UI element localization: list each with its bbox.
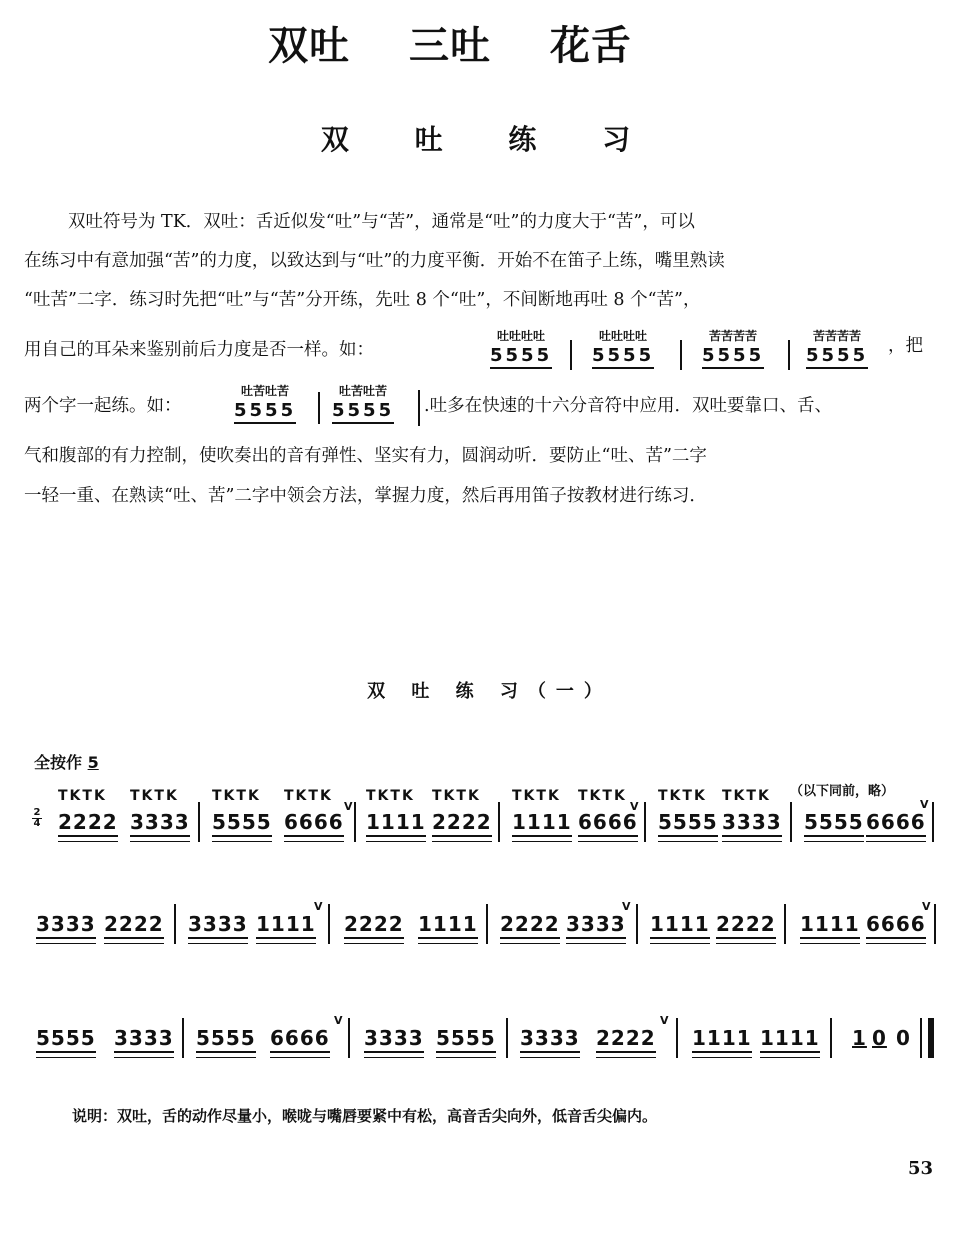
paragraph-line: 气和腹部的有力控制，使吹奏出的音有弹性、坚实有力，圆润动听．要防止“吐、苦”二字 xyxy=(24,446,707,466)
articulation-mark: TKTK xyxy=(212,788,261,804)
note-group xyxy=(212,810,272,837)
bar-line xyxy=(318,392,320,424)
bar-line xyxy=(198,802,200,842)
notes: 5555 xyxy=(212,810,272,837)
notes: 5555 xyxy=(196,1026,256,1053)
notation-group xyxy=(490,326,552,369)
breath-mark: V xyxy=(334,1014,343,1027)
notation-group xyxy=(332,381,394,424)
note: 0 xyxy=(872,1026,887,1050)
final-bar-thin xyxy=(920,1018,922,1058)
notes: 1111 xyxy=(650,912,710,939)
bar-line xyxy=(636,904,638,944)
note-rest xyxy=(896,1026,911,1050)
note-group xyxy=(418,912,478,939)
notation-group xyxy=(702,326,764,369)
notes: 5555 xyxy=(702,346,764,369)
bar-line xyxy=(934,904,936,944)
notes: 6666 xyxy=(866,810,926,837)
paragraph-line: 在练习中有意加强“苦”的力度，以致达到与“吐”的力度平衡．开始不在笛子上练，嘴里熟读 xyxy=(24,251,725,271)
final-bar-thick xyxy=(928,1018,934,1058)
syllables: 吐吐吐吐 xyxy=(599,329,648,343)
note-group xyxy=(196,1026,256,1053)
note-final xyxy=(852,1026,867,1050)
bar-line xyxy=(354,802,356,842)
note-group xyxy=(716,912,776,939)
bar-line xyxy=(676,1018,678,1058)
notes: 3333 xyxy=(114,1026,174,1053)
paragraph-line: “吐苦”二字．练习时先把“吐”与“苦”分开练，先吐 8 个“吐”，不间断地再吐 8 个“苦”， xyxy=(24,290,701,310)
bar-line xyxy=(182,1018,184,1058)
notes: 2222 xyxy=(344,912,404,939)
notes: 5555 xyxy=(806,346,868,369)
page-title xyxy=(0,14,900,71)
bar-line xyxy=(348,1018,350,1058)
title-part-flutter-tongue: 花舌 xyxy=(549,22,632,69)
fingering-text: 全按作 xyxy=(34,753,83,772)
note: 1 xyxy=(852,1026,867,1050)
articulation-mark: TKTK xyxy=(658,788,707,804)
note-group xyxy=(344,912,404,939)
breath-mark: V xyxy=(630,800,639,813)
notes: 3333 xyxy=(520,1026,580,1053)
bar-line xyxy=(790,802,792,842)
note-group xyxy=(866,912,926,939)
note-group xyxy=(578,810,638,837)
notes: 5555 xyxy=(36,1026,96,1053)
note-group xyxy=(722,810,782,837)
note-group xyxy=(114,1026,174,1053)
note-group-high xyxy=(432,810,492,837)
note-group xyxy=(58,810,118,837)
notes: 3333 xyxy=(36,912,96,939)
note-group xyxy=(800,912,860,939)
articulation-mark: TKTK xyxy=(722,788,771,804)
note-group xyxy=(866,810,926,837)
note-group xyxy=(760,1026,820,1053)
breath-mark: V xyxy=(920,798,929,811)
note-group xyxy=(364,1026,424,1053)
note-group xyxy=(256,912,316,939)
note-group-high xyxy=(366,810,426,837)
note-group xyxy=(284,810,344,837)
time-signature-bottom: 4 xyxy=(33,818,41,829)
note-group xyxy=(36,1026,96,1053)
paragraph-line: .吐多在快速的十六分音符中应用．双吐要靠口、舌、 xyxy=(424,396,833,416)
bar-line xyxy=(498,802,500,842)
annotation: （以下同前，略） xyxy=(790,784,895,799)
articulation-mark: TKTK xyxy=(130,788,179,804)
note-group xyxy=(596,1026,656,1053)
notation-group xyxy=(234,381,296,424)
explanation-note: 说明：双吐，舌的动作尽量小，喉咙与嘴唇要紧中有松，高音舌尖向外，低音舌尖偏内。 xyxy=(72,1107,658,1125)
notes: 1111 xyxy=(760,1026,820,1053)
articulation-mark: TKTK xyxy=(366,788,415,804)
notes: 3333 xyxy=(722,810,782,837)
notes: 2222 xyxy=(716,912,776,939)
breath-mark: V xyxy=(314,900,323,913)
notes: 3333 xyxy=(130,810,190,837)
fingering-label xyxy=(34,750,99,773)
note-group xyxy=(804,810,864,837)
syllables: 吐苦吐苦 xyxy=(339,384,388,398)
notes: 5555 xyxy=(592,346,654,369)
bar-line xyxy=(506,1018,508,1058)
syllables: 吐吐吐吐 xyxy=(497,329,546,343)
notes: 3333 xyxy=(566,912,626,939)
notes: 1111 xyxy=(366,810,426,837)
note-group xyxy=(500,912,560,939)
articulation-mark: TKTK xyxy=(512,788,561,804)
bar-line xyxy=(328,904,330,944)
note-group xyxy=(130,810,190,837)
note: 0 xyxy=(896,1026,911,1050)
notes: 1111 xyxy=(692,1026,752,1053)
notation-group xyxy=(806,326,868,369)
notes: 1111 xyxy=(256,912,316,939)
notes: 5555 xyxy=(804,810,864,837)
notes: 5555 xyxy=(332,401,394,424)
note-group xyxy=(520,1026,580,1053)
syllables: 苦苦苦苦 xyxy=(813,329,862,343)
notes: 5555 xyxy=(234,401,296,424)
note-group xyxy=(188,912,248,939)
notes: 3333 xyxy=(364,1026,424,1053)
title-part-double-tongue: 双吐 xyxy=(268,22,351,69)
articulation-mark: TKTK xyxy=(578,788,627,804)
bar-line xyxy=(174,904,176,944)
breath-mark: V xyxy=(622,900,631,913)
notes: 5555 xyxy=(436,1026,496,1053)
syllables: 苦苦苦苦 xyxy=(709,329,758,343)
articulation-mark: TKTK xyxy=(284,788,333,804)
note-group xyxy=(658,810,718,837)
notes: 5555 xyxy=(658,810,718,837)
note-group xyxy=(104,912,164,939)
note-final xyxy=(872,1026,887,1050)
note-group xyxy=(566,912,626,939)
notes: 5555 xyxy=(490,346,552,369)
notes: 2222 xyxy=(104,912,164,939)
bar-line xyxy=(932,802,934,842)
note-group xyxy=(650,912,710,939)
paragraph-line: 用自己的耳朵来鉴别前后力度是否一样。如： xyxy=(24,340,374,360)
bar-line xyxy=(788,340,790,370)
bar-line xyxy=(418,390,420,426)
bar-line xyxy=(644,802,646,842)
exercise-title: 双 吐 练 习（一） xyxy=(367,681,612,702)
bar-line xyxy=(830,1018,832,1058)
note-group xyxy=(36,912,96,939)
articulation-mark: TKTK xyxy=(432,788,481,804)
notes: 1111 xyxy=(418,912,478,939)
notes: 2222 xyxy=(432,810,492,837)
time-signature-top: 2 xyxy=(33,807,41,818)
notes: 1111 xyxy=(512,810,572,837)
notes: 2222 xyxy=(596,1026,656,1053)
note-group xyxy=(436,1026,496,1053)
notes: 6666 xyxy=(578,810,638,837)
breath-mark: V xyxy=(922,900,931,913)
paragraph-line: ，把 xyxy=(888,336,923,356)
notes: 2222 xyxy=(58,810,118,837)
paragraph-line: 双吐符号为 TK．双吐：舌近似发“吐”与“苦”，通常是“吐”的力度大于“苦”，可以 xyxy=(68,212,695,232)
title-part-triple-tongue: 三吐 xyxy=(409,22,491,69)
bar-line xyxy=(486,904,488,944)
paragraph-line: 两个字一起练。如： xyxy=(24,396,182,416)
notes: 3333 xyxy=(188,912,248,939)
notes: 1111 xyxy=(800,912,860,939)
note-group xyxy=(692,1026,752,1053)
breath-mark: V xyxy=(344,800,353,813)
notes: 2222 xyxy=(500,912,560,939)
page-number: 53 xyxy=(907,1158,933,1179)
note-group-high xyxy=(512,810,572,837)
breath-mark: V xyxy=(660,1014,669,1027)
notation-group xyxy=(592,326,654,369)
bar-line xyxy=(570,340,572,370)
notes: 6666 xyxy=(270,1026,330,1053)
fingering-note: 5 xyxy=(87,753,99,772)
bar-line xyxy=(680,340,682,370)
section-subtitle: 双 吐 练 习 xyxy=(320,123,659,156)
notes: 6666 xyxy=(284,810,344,837)
notes: 6666 xyxy=(866,912,926,939)
articulation-mark: TKTK xyxy=(58,788,107,804)
paragraph-line: 一轻一重、在熟读“吐、苦”二字中领会方法，掌握力度，然后再用笛子按教材进行练习． xyxy=(24,486,707,506)
syllables: 吐苦吐苦 xyxy=(241,384,290,398)
bar-line xyxy=(784,904,786,944)
note-group xyxy=(270,1026,330,1053)
time-signature xyxy=(32,808,42,829)
